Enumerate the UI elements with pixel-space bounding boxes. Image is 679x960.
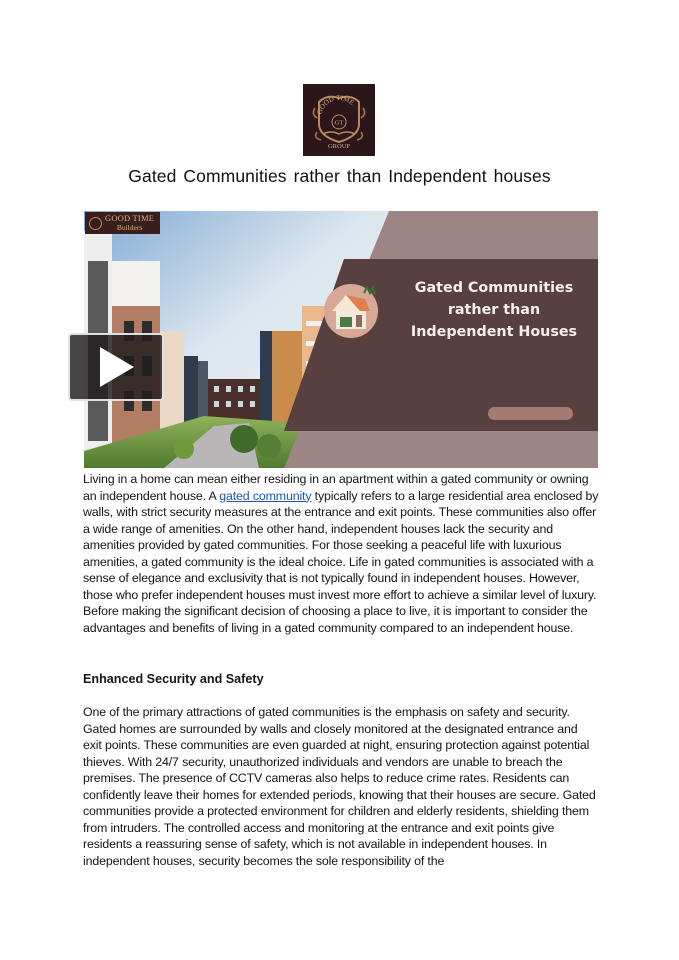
intro-text-before-link: Living in a home can mean either residing in an apartment within a gated community or owning an independent house. A	[83, 472, 589, 503]
decorative-pill	[488, 407, 573, 420]
hero-heading-line: Independent Houses	[410, 324, 578, 340]
intro-paragraph	[83, 471, 599, 636]
svg-text:GT: GT	[334, 119, 344, 127]
document-title: Gated Communities rather than Independent houses	[128, 166, 551, 186]
builder-badge	[85, 212, 160, 234]
gated-community-link[interactable]: gated community	[219, 488, 312, 503]
play-button[interactable]	[68, 333, 164, 401]
svg-text:GOOD TIME: GOOD TIME	[315, 93, 356, 116]
svg-text:GROUP: GROUP	[327, 143, 351, 150]
play-icon	[96, 345, 136, 389]
hero-heading	[384, 277, 598, 343]
security-paragraph: One of the primary attractions of gated communities is the emphasis on safety and security. Gated homes are surrounded by walls and closely monitored at the designated entrance and exit points. These communities are even guarded at night, ensuring protection against potential thieves. With 24/7 security, unauthorized individuals and vendors are unable to breach the premises. The presence of CCTV cameras also helps to reduce crime rates. Residents can confidently leave their homes for extended periods, knowing that their houses are secure. Gated communities provide a protected environment for children and elderly residents, shielding them from intruders. The controlled access and monitoring at the entrance and exit points give residents a reassuring sense of safety, which is not available in independent houses. In independent houses, security becomes the sole responsibility of the	[83, 705, 596, 868]
crest-icon	[307, 88, 371, 152]
house-icon	[324, 284, 378, 338]
hero-heading-line: Gated Communities	[414, 280, 574, 296]
section-heading: Enhanced Security and Safety	[83, 672, 264, 686]
company-logo	[303, 84, 375, 156]
badge-title: GOOD TIME	[105, 213, 155, 223]
badge-emblem-icon	[89, 217, 102, 230]
badge-subtitle: Builders	[116, 223, 143, 232]
hero-heading-line: rather than	[447, 302, 541, 318]
intro-text-after-link: typically refers to a large residential area enclosed by walls, with strict security measures at the entrance and exit points. These communities also offer a wide range of amenities. On the other hand, independent houses lack the security and amenities provided by gated communities. For those seeking a peaceful life with luxurious amenities, a gated community is the ideal choice. Life in gated communities is associated with a sense of elegance and exclusivity that is not typically found in independent houses. However, those who prefer independent houses must invest more effort to achieve a similar level of luxury. Before making the significant decision of choosing a place to live, it is important to consider the advantages and benefits of living in a gated community compared to an independent house.	[83, 488, 599, 635]
